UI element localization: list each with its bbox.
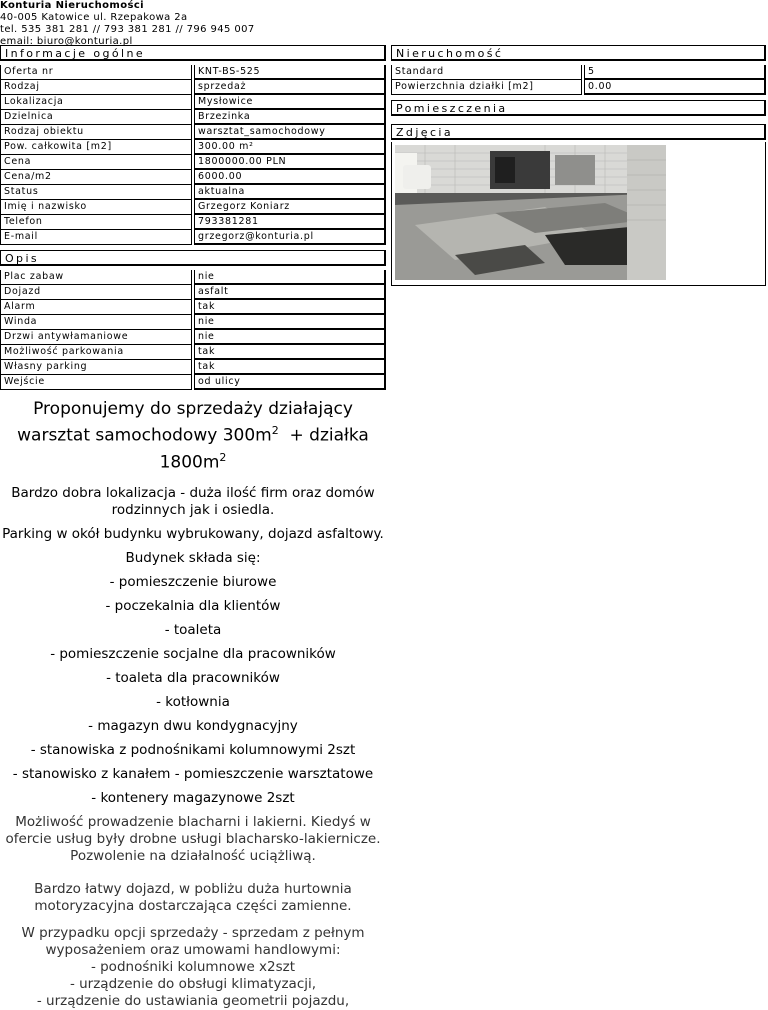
opis-value: nie: [194, 315, 386, 330]
description-paragraph: - kotłownia: [156, 694, 230, 711]
info-value: 300.00 m²: [194, 140, 386, 155]
info-label: Oferta nr: [0, 65, 192, 80]
info-row: [0, 95, 386, 110]
opis-value: asfalt: [194, 285, 386, 300]
description-line: - urządzenie do ustawiania geometrii pojazdu,: [36, 993, 350, 1010]
info-value: Brzezinka: [194, 110, 386, 125]
opis-row: [0, 330, 386, 345]
info-row: [0, 155, 386, 170]
info-label: Imię i nazwisko: [0, 200, 192, 215]
info-row: [0, 215, 386, 230]
info-label: Cena/m2: [0, 170, 192, 185]
info-row: [0, 125, 386, 140]
lead-sup-1: 2: [271, 424, 279, 437]
opis-value: tak: [194, 345, 386, 360]
info-row: [0, 230, 386, 245]
opis-row: [0, 345, 386, 360]
opis-value: tak: [194, 300, 386, 315]
info-label: Cena: [0, 155, 192, 170]
info-label: Status: [0, 185, 192, 200]
description-paragraph: - pomieszczenie biurowe: [109, 574, 277, 591]
description-line: W przypadku opcji sprzedaży - sprzedam z pełnym wyposażeniem oraz umowami handlowymi:: [21, 925, 365, 959]
info-label: E-mail: [0, 230, 192, 245]
opis-row: [0, 285, 386, 300]
info-row: [0, 110, 386, 125]
section-nieruchomosc-title: Nieruchomość: [391, 45, 766, 61]
description-paragraph: Bardzo łatwy dojazd, w pobliżu duża hurtownia motoryzacyjna dostarczająca części zamienne.: [34, 881, 352, 915]
info-label: Telefon: [0, 215, 192, 230]
opis-value: nie: [194, 330, 386, 345]
description-paragraph: - stanowisko z kanałem - pomieszczenie warsztatowe: [12, 766, 374, 783]
company-header: [0, 0, 255, 48]
section-info-title: Informacje ogólne: [0, 45, 386, 61]
section-zdjecia-title: Zdjęcia: [391, 124, 766, 140]
description-paragraph: Możliwość prowadzenie blacharni i lakierni. Kiedyś w ofercie usług były drobne usługi blacharsko-lakiernicze. Pozwolenie na działalność uciążliwą.: [5, 814, 381, 865]
info-value: aktualna: [194, 185, 386, 200]
workshop-photo[interactable]: [395, 145, 666, 280]
info-label: Lokalizacja: [0, 95, 192, 110]
description-paragraph: - poczekalnia dla klientów: [105, 598, 281, 615]
nieruchomosc-row: [391, 80, 766, 95]
lead-sup-2: 2: [219, 450, 227, 464]
description-paragraph: - kontenery magazynowe 2szt: [91, 790, 295, 807]
opis-row: [0, 360, 386, 375]
opis-row: [0, 315, 386, 330]
info-row: [0, 65, 386, 80]
description-line: - podnośniki kolumnowe x2szt: [90, 959, 296, 976]
info-row: [0, 140, 386, 155]
opis-row: [0, 375, 386, 390]
description-lead: [0, 398, 386, 473]
description-paragraph: Budynek składa się:: [125, 550, 261, 567]
section-pomieszczenia-title: Pomieszczenia: [391, 100, 766, 116]
description-paragraph: - magazyn dwu kondygnacyjny: [88, 718, 298, 735]
nieruchomosc-label: Standard: [391, 65, 582, 80]
info-label: Rodzaj obiektu: [0, 125, 192, 140]
info-value: KNT-BS-525: [194, 65, 386, 80]
opis-label: Plac zabaw: [0, 270, 192, 285]
opis-label: Wejście: [0, 375, 192, 390]
company-name: Konturia Nieruchomości: [0, 0, 144, 11]
opis-row: [0, 300, 386, 315]
opis-label: Własny parking: [0, 360, 192, 375]
opis-label: Alarm: [0, 300, 192, 315]
nieruchomosc-table: [391, 65, 766, 95]
description-paragraph: - stanowiska z podnośnikami kolumnowymi 2szt: [30, 742, 356, 759]
description-paragraph: - toaleta dla pracowników: [106, 670, 280, 687]
info-label: Rodzaj: [0, 80, 192, 95]
opis-value: od ulicy: [194, 375, 386, 390]
lead-text-2: + działka 1800m: [159, 425, 369, 473]
description-paragraph: - pomieszczenie socjalne dla pracowników: [50, 646, 336, 663]
opis-label: Możliwość parkowania: [0, 345, 192, 360]
info-value: 1800000.00 PLN: [194, 155, 386, 170]
info-value: sprzedaż: [194, 80, 386, 95]
info-row: [0, 185, 386, 200]
lead-text-1: Proponujemy do sprzedaży działający warsztat samochodowy 300m: [17, 399, 353, 446]
info-row: [0, 80, 386, 95]
info-label: Dzielnica: [0, 110, 192, 125]
info-value: Grzegorz Koniarz: [194, 200, 386, 215]
nieruchomosc-label: Powierzchnia działki [m2]: [391, 80, 582, 95]
info-value: warsztat_samochodowy: [194, 125, 386, 140]
offer-description: [0, 398, 386, 1010]
section-opis-title: Opis: [0, 250, 386, 266]
info-row: [0, 170, 386, 185]
info-value: 793381281: [194, 215, 386, 230]
info-row: [0, 200, 386, 215]
description-paragraph: Bardzo dobra lokalizacja - duża ilość firm oraz domów rodzinnych jak i osiedla.: [11, 485, 375, 519]
company-phone: tel. 535 381 281 // 793 381 281 // 796 945 007: [0, 24, 255, 35]
opis-value: nie: [194, 270, 386, 285]
description-line: - urządzenie do obsługi klimatyzacji,: [69, 976, 317, 993]
info-value: Mysłowice: [194, 95, 386, 110]
opis-label: Drzwi antywłamaniowe: [0, 330, 192, 345]
description-paragraph: Parking w okół budynku wybrukowany, dojazd asfaltowy.: [2, 526, 384, 543]
opis-label: Winda: [0, 315, 192, 330]
company-address: 40-005 Katowice ul. Rzepakowa 2a: [0, 12, 188, 23]
opis-row: [0, 270, 386, 285]
info-label: Pow. całkowita [m2]: [0, 140, 192, 155]
company-email: email: biuro@konturia.pl: [0, 36, 133, 47]
description-list: [0, 485, 386, 807]
nieruchomosc-value: 0.00: [584, 80, 766, 95]
info-value: 6000.00: [194, 170, 386, 185]
opis-value: tak: [194, 360, 386, 375]
photo-gallery: [391, 142, 766, 286]
nieruchomosc-row: [391, 65, 766, 80]
info-value: grzegorz@konturia.pl: [194, 230, 386, 245]
opis-table: [0, 270, 386, 390]
info-table: [0, 65, 386, 245]
nieruchomosc-value: 5: [584, 65, 766, 80]
description-paragraph: - toaleta: [164, 622, 222, 639]
description-paragraph: [0, 925, 386, 1010]
opis-label: Dojazd: [0, 285, 192, 300]
